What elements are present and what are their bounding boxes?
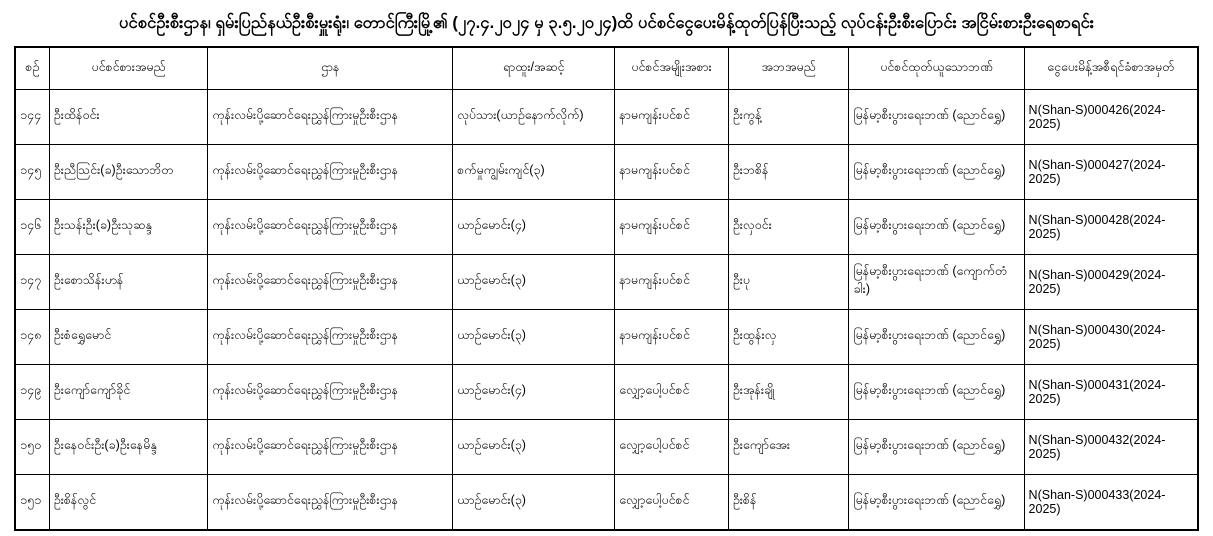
table-cell: ဦးကျော်အေး [728,420,849,475]
table-row [15,200,1198,255]
table-cell: ယာဉ်မောင်း(၃) [453,310,615,365]
table-row [15,90,1198,145]
table-cell: ဦးစောသိန်းဟန် [49,255,208,310]
table-cell: ဦးလှဝင်း [728,200,849,255]
table-cell: N(Shan-S)000433(2024-2025) [1024,475,1198,531]
table-cell: ၁၄၉ [15,365,49,420]
document-title: ပင်စင်ဦးစီးဌာန၊ ရှမ်းပြည်နယ်ဦးစီးမှူးရုံး၊ တောင်ကြီးမြို့၏ (၂၇.၄.၂၀၂၄ မှ ၃.၅.၂၀၂၄)ထိ ပင်စင်ငွေပေးမိန့်ထုတ်ပြန်ပြီးသည့် လုပ်ငန်းဦးစီးပြောင်း အငြိမ်းစားဦးရေစာရင်း [118,14,1095,32]
table-cell: နာမကျန်းပင်စင် [615,90,729,145]
col-header-position-rank: ရာထူး/အဆင့် [453,47,615,90]
table-cell: ဦးစံရွှေမောင် [49,310,208,365]
table-cell: ဦးအုန်းချို [728,365,849,420]
table-cell: နာမကျန်းပင်စင် [615,310,729,365]
table-cell: ယာဉ်မောင်း(၃) [453,420,615,475]
table-cell: မြန်မာ့စီးပွားရေးဘဏ် (ကျောက်တံခါး) [849,255,1024,310]
table-cell: ဦးစိန်လွင် [49,475,208,531]
table-cell: ၁၄၈ [15,310,49,365]
table-cell: ကုန်းလမ်းပို့ဆောင်ရေးညွှန်ကြားမှုဦးစီးဌာန [208,365,453,420]
table-cell: မြန်မာ့စီးပွားရေးဘဏ် (ညောင်ရွှေ) [849,90,1024,145]
table-cell: N(Shan-S)000429(2024-2025) [1024,255,1198,310]
table-cell: ဦးညီသြင်း(ခ)ဦးသောဘိတ [49,145,208,200]
table-cell: ၁၄၆ [15,200,49,255]
table-cell: N(Shan-S)000430(2024-2025) [1024,310,1198,365]
table-header-row [15,47,1198,90]
table-cell: N(Shan-S)000428(2024-2025) [1024,200,1198,255]
table-cell: ၁၄၅ [15,145,49,200]
table-cell: မြန်မာ့စီးပွားရေးဘဏ် (ညောင်ရွှေ) [849,475,1024,531]
table-cell: ဦးကျော်ကျော်ခိုင် [49,365,208,420]
table-row [15,420,1198,475]
table-cell: ဦးထွန်းလှ [728,310,849,365]
col-header-payment-order-number: ငွေပေးမိန့်အစီရင်ခံစာအမှတ် [1024,47,1198,90]
col-header-pension-type: ပင်စင်အမျိုးအစား [615,47,729,90]
table-row [15,365,1198,420]
table-cell: ကုန်းလမ်းပို့ဆောင်ရေးညွှန်ကြားမှုဦးစီးဌာန [208,145,453,200]
table-cell: ဦးကွန့် [728,90,849,145]
table-cell: ယာဉ်မောင်း(၄) [453,365,615,420]
table-cell: ၁၄၄ [15,90,49,145]
table-cell: မြန်မာ့စီးပွားရေးဘဏ် (ညောင်ရွှေ) [849,200,1024,255]
table-cell: မြန်မာ့စီးပွားရေးဘဏ် (ညောင်ရွှေ) [849,145,1024,200]
table-cell: ဦးဘစိန် [728,145,849,200]
table-cell: ၁၅၁ [15,475,49,531]
table-cell: ကုန်းလမ်းပို့ဆောင်ရေးညွှန်ကြားမှုဦးစီးဌာန [208,420,453,475]
table-cell: ယာဉ်မောင်း(၃) [453,255,615,310]
table-cell: ဦးသန်းဦး(ခ)ဦးသုဆန္ဒ [49,200,208,255]
table-cell: ၁၅၀ [15,420,49,475]
col-header-department: ဌာန [208,47,453,90]
table-cell: လျှော့ပေါ့ပင်စင် [615,420,729,475]
col-header-father-name: အဘအမည် [728,47,849,90]
table-cell: ကုန်းလမ်းပို့ဆောင်ရေးညွှန်ကြားမှုဦးစီးဌာန [208,310,453,365]
table-cell: နာမကျန်းပင်စင် [615,145,729,200]
table-cell: ဦးပု [728,255,849,310]
col-header-pensioner-name: ပင်စင်စားအမည် [49,47,208,90]
table-cell: ယာဉ်မောင်း(၄) [453,200,615,255]
table-cell: ကုန်းလမ်းပို့ဆောင်ရေးညွှန်ကြားမှုဦးစီးဌာန [208,475,453,531]
table-cell: ဦးထိန်ဝင်း [49,90,208,145]
table-cell: ကုန်းလမ်းပို့ဆောင်ရေးညွှန်ကြားမှုဦးစီးဌာန [208,200,453,255]
table-cell: မြန်မာ့စီးပွားရေးဘဏ် (ညောင်ရွှေ) [849,310,1024,365]
table-cell: မြန်မာ့စီးပွားရေးဘဏ် (ညောင်ရွှေ) [849,365,1024,420]
table-cell: လျှော့ပေါ့ပင်စင် [615,475,729,531]
table-row [15,255,1198,310]
table-cell: ဦးစိန် [728,475,849,531]
table-cell: ၁၄၇ [15,255,49,310]
table-row [15,145,1198,200]
table-cell: N(Shan-S)000431(2024-2025) [1024,365,1198,420]
pension-table [14,46,1199,531]
table-row [15,475,1198,531]
table-cell: ယာဉ်မောင်း(၃) [453,475,615,531]
table-cell: N(Shan-S)000426(2024-2025) [1024,90,1198,145]
table-cell: နာမကျန်းပင်စင် [615,255,729,310]
table-cell: လုပ်သား(ယာဉ်နောက်လိုက်) [453,90,615,145]
table-body [15,90,1198,531]
table-cell: နာမကျန်းပင်စင် [615,200,729,255]
table-cell: လျှော့ပေါ့ပင်စင် [615,365,729,420]
col-header-serial: စဉ် [15,47,49,90]
table-cell: N(Shan-S)000427(2024-2025) [1024,145,1198,200]
table-cell: စက်မှုကျွမ်းကျင်(၃) [453,145,615,200]
col-header-bank: ပင်စင်ထုတ်ယူသောဘဏ် [849,47,1024,90]
table-row [15,310,1198,365]
table-cell: ကုန်းလမ်းပို့ဆောင်ရေးညွှန်ကြားမှုဦးစီးဌာန [208,255,453,310]
table-cell: ကုန်းလမ်းပို့ဆောင်ရေးညွှန်ကြားမှုဦးစီးဌာန [208,90,453,145]
table-cell: ဦးနေဝင်းဦး(ခ)ဦးနေမိန္ဒ [49,420,208,475]
table-cell: N(Shan-S)000432(2024-2025) [1024,420,1198,475]
table-cell: မြန်မာ့စီးပွားရေးဘဏ် (ညောင်ရွှေ) [849,420,1024,475]
